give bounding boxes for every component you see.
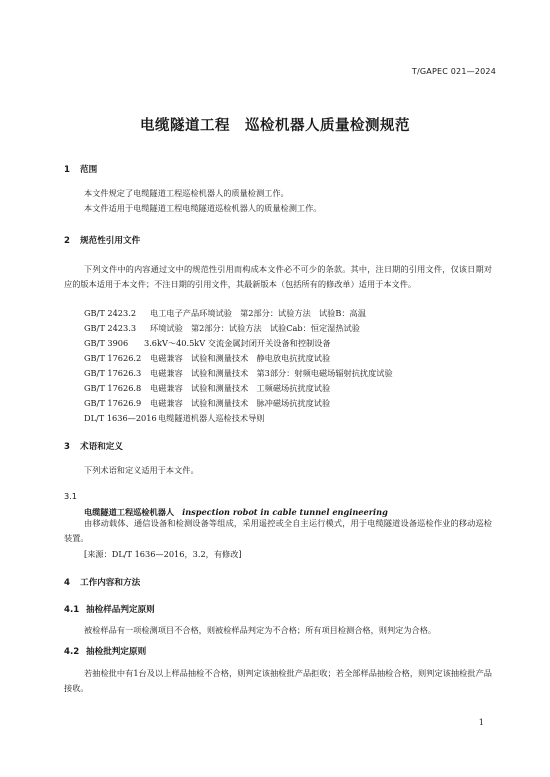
reference-code: GB/T 17626.8 — [84, 383, 142, 393]
reference-code: DL/T 1636—2016 — [84, 413, 157, 423]
batch-judgment-paragraph: 若抽检批中有1台及以上样品抽检不合格，则判定该抽检批产品拒收；若全部样品抽检合格，则判定该抽检批产品接收。 — [64, 668, 492, 693]
subsection-number: 4.1 — [64, 605, 80, 615]
reference-title: 电磁兼容 试验和测量技术 第3部分：射频电磁场辐射抗扰度试验 — [150, 368, 393, 378]
reference-title: 电缆隧道机器人巡检技术导则 — [158, 413, 265, 423]
reference-item — [84, 353, 330, 364]
section-number: 3 — [64, 442, 70, 452]
scope-paragraph-1: 本文件规定了电缆隧道工程巡检机器人的质量检测工作。 — [84, 188, 289, 198]
reference-item — [84, 308, 366, 319]
normative-references-intro: 下列文件中的内容通过文中的规范性引用而构成本文件必不可少的条款。其中，注日期的引用文件，仅该日期对应的版本适用于本文件；不注日期的引用文件，其最新版本（包括所有的修改单）适用于本文件。 — [64, 264, 492, 289]
reference-title: 电工电子产品环境试验 第2部分：试验方法 试验B：高温 — [150, 308, 366, 318]
section-title: 规范性引用文件 — [80, 236, 141, 246]
sample-judgment-paragraph: 被检样品有一项检测项目不合格，则被检样品判定为不合格；所有项目检测合格，则判定为合格。 — [84, 625, 437, 635]
section-title: 范围 — [80, 165, 98, 175]
reference-code: GB/T 3906 — [84, 338, 129, 348]
reference-item — [84, 413, 264, 424]
reference-code: GB/T 2423.2 — [84, 308, 137, 318]
reference-code: GB/T 17626.3 — [84, 368, 142, 378]
reference-title: 3.6kV～40.5kV 交流金属封闭开关设备和控制设备 — [144, 338, 331, 348]
subsection-4-2-heading — [64, 645, 146, 657]
reference-code: GB/T 17626.2 — [84, 353, 142, 363]
scope-paragraph-2: 本文件适用于电缆隧道工程电缆隧道巡检机器人的质量检测工作。 — [84, 203, 322, 213]
section-4-heading — [64, 576, 140, 588]
document-title: 电缆隧道工程 巡检机器人质量检测规范 — [140, 118, 410, 134]
reference-item — [84, 368, 393, 379]
section-number: 4 — [64, 578, 70, 588]
reference-item — [84, 398, 330, 409]
section-title: 术语和定义 — [80, 442, 123, 452]
section-number: 2 — [64, 236, 70, 246]
reference-title: 环境试验 第2部分：试验方法 试验Cab：恒定湿热试验 — [150, 323, 360, 333]
section-2-heading — [64, 234, 140, 246]
reference-code: GB/T 17626.9 — [84, 398, 142, 408]
document-code: T/GAPEC 021—2024 — [411, 67, 496, 76]
section-1-heading — [64, 163, 97, 175]
section-3-heading — [64, 440, 123, 452]
terms-intro: 下列术语和定义适用于本文件。 — [84, 465, 199, 475]
reference-item — [84, 338, 331, 349]
subsection-title: 抽检样品判定原则 — [86, 605, 155, 615]
reference-title: 电磁兼容 试验和测量技术 脉冲磁场抗扰度试验 — [150, 398, 331, 408]
page-number: 1 — [478, 717, 484, 727]
reference-title: 电磁兼容 试验和测量技术 工频磁场抗扰度试验 — [150, 383, 331, 393]
term-definition: 由移动载体、通信设备和检测设备等组成，采用遥控或全自主运行模式，用于电缆隧道设备巡检作业的移动巡检装置。 — [64, 518, 492, 543]
term-english: inspection robot in cable tunnel engineering — [182, 507, 388, 517]
reference-code: GB/T 2423.3 — [84, 323, 137, 333]
reference-item — [84, 323, 360, 334]
section-number: 1 — [64, 165, 70, 175]
subsection-title: 抽检批判定原则 — [86, 647, 147, 657]
subsection-number: 4.2 — [64, 647, 80, 657]
reference-item — [84, 383, 330, 394]
section-title: 工作内容和方法 — [80, 578, 141, 588]
term-chinese: 电缆隧道工程巡检机器人 — [84, 507, 175, 517]
subsection-4-1-heading — [64, 603, 155, 615]
reference-title: 电磁兼容 试验和测量技术 静电放电抗扰度试验 — [150, 353, 331, 363]
term-clause-number: 3.1 — [64, 491, 78, 501]
term-source: [来源：DL/T 1636—2016，3.2，有修改] — [84, 549, 242, 559]
